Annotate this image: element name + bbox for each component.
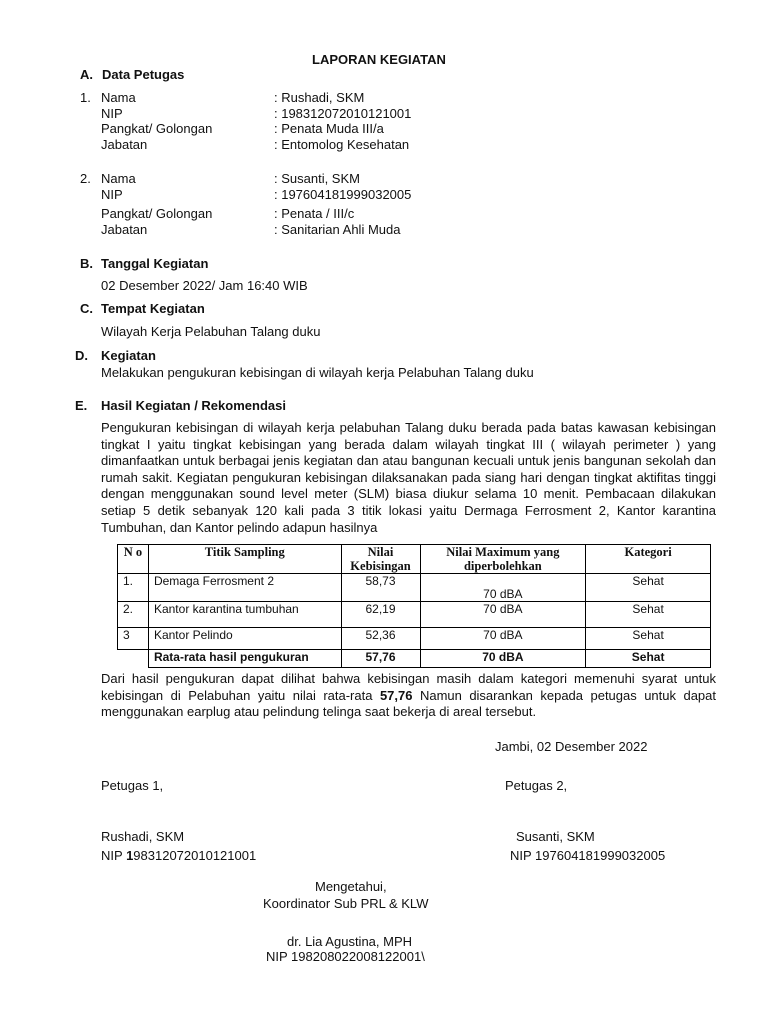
- section-a-letter: A.: [80, 67, 93, 82]
- activity-date: 02 Desember 2022/ Jam 16:40 WIB: [101, 278, 308, 293]
- officer-1-label: Petugas 1,: [101, 778, 164, 793]
- activity-location: Wilayah Kerja Pelabuhan Talang duku: [101, 324, 321, 339]
- cell-category: Sehat: [586, 602, 711, 628]
- cell-empty: [118, 650, 149, 668]
- section-b-letter: B.: [80, 256, 93, 271]
- person-2-position-value: : Sanitarian Ahli Muda: [274, 222, 401, 237]
- coordinator-nip: NIP 198208022008122001\: [266, 949, 425, 964]
- average-value: 57,76: [341, 650, 420, 668]
- officer-1-nip: [101, 848, 256, 864]
- section-d-letter: D.: [75, 348, 88, 363]
- person-1-name-label: Nama: [101, 90, 136, 105]
- cell-category: Sehat: [586, 574, 711, 602]
- cell-site: Demaga Ferrosment 2: [148, 574, 341, 602]
- person-1-nip-label: NIP: [101, 106, 123, 121]
- person-2-number: 2.: [80, 171, 91, 186]
- average-label: Rata-rata hasil pengukuran: [148, 650, 341, 668]
- noise-results-table: [117, 544, 711, 668]
- table-average-row: [118, 650, 711, 668]
- document-title: LAPORAN KEGIATAN: [312, 52, 446, 67]
- person-1-position-label: Jabatan: [101, 137, 148, 152]
- table-row: [118, 602, 711, 628]
- table-header-row: [118, 545, 711, 574]
- officer-1-nip-rest: 98312072010121001: [133, 848, 257, 863]
- average-max: 70 dBA: [420, 650, 586, 668]
- cell-max: 70 dBA: [420, 602, 586, 628]
- table-row: [118, 628, 711, 650]
- cell-site: Kantor Pelindo: [148, 628, 341, 650]
- acknowledgement: Mengetahui,: [315, 879, 387, 894]
- person-2-name-label: Nama: [101, 171, 136, 186]
- header-category: Kategori: [586, 545, 711, 574]
- person-1-nip-value: : 198312072010121001: [274, 106, 412, 121]
- conclusion-paragraph: [101, 671, 716, 721]
- person-2-rank-value: : Penata / III/c: [274, 206, 355, 221]
- header-no: N o: [118, 545, 149, 574]
- person-1-rank-value: : Penata Muda III/a: [274, 121, 384, 136]
- person-1-number: 1.: [80, 90, 91, 105]
- cell-value: 52,36: [341, 628, 420, 650]
- conclusion-text-start: Dari hasil pengukuran dapat dilihat bahwa kebisingan masih dalam kategori memenuhi syarat untuk kebisingan di Pelabuhan yaitu nilai rata-rata: [101, 671, 716, 703]
- officer-1-nip-prefix: NIP: [101, 848, 127, 863]
- person-2-rank-label: Pangkat/ Golongan: [101, 206, 213, 221]
- activity-description: Melakukan pengukuran kebisingan di wilayah kerja Pelabuhan Talang duku: [101, 365, 534, 380]
- conclusion-average-value: 57,76: [379, 687, 413, 703]
- officer-2-name: Susanti, SKM: [516, 829, 595, 844]
- officer-2-label: Petugas 2,: [505, 778, 568, 793]
- person-2-nip-label: NIP: [101, 187, 123, 202]
- header-site: Titik Sampling: [148, 545, 341, 574]
- cell-no: 2.: [118, 602, 149, 628]
- cell-no: 1.: [118, 574, 149, 602]
- conclusion-text-end: Namun disarankan kepada petugas untuk dapat menggunakan earplug atau pelindung telinga saat bekerja di areal tersebut.: [101, 687, 716, 720]
- section-a-heading: Data Petugas: [102, 67, 185, 82]
- section-e-heading: Hasil Kegiatan / Rekomendasi: [101, 398, 286, 413]
- officer-1-nip-first-digit: 1: [126, 848, 134, 863]
- cell-no: 3: [118, 628, 149, 650]
- section-d-heading: Kegiatan: [101, 348, 156, 363]
- cell-category: Sehat: [586, 628, 711, 650]
- cell-site: Kantor karantina tumbuhan: [148, 602, 341, 628]
- person-1-name-value: : Rushadi, SKM: [274, 90, 365, 105]
- section-e-letter: E.: [75, 398, 88, 413]
- section-b-heading: Tanggal Kegiatan: [101, 256, 209, 271]
- officer-1-name: Rushadi, SKM: [101, 829, 185, 844]
- cell-max: 70 dBA: [420, 628, 586, 650]
- person-2-name-value: : Susanti, SKM: [274, 171, 360, 186]
- table-row: [118, 574, 711, 602]
- person-1-position-value: : Entomolog Kesehatan: [274, 137, 410, 152]
- section-c-letter: C.: [80, 301, 93, 316]
- coordinator-title: Koordinator Sub PRL & KLW: [263, 896, 429, 911]
- person-1-rank-label: Pangkat/ Golongan: [101, 121, 213, 136]
- section-c-heading: Tempat Kegiatan: [101, 301, 205, 316]
- cell-value: 62,19: [341, 602, 420, 628]
- average-category: Sehat: [586, 650, 711, 668]
- header-max-allowed: Nilai Maximum yang diperbolehkan: [420, 545, 586, 574]
- header-noise-value: Nilai Kebisingan: [341, 545, 420, 574]
- person-2-position-label: Jabatan: [101, 222, 148, 237]
- coordinator-name: dr. Lia Agustina, MPH: [287, 934, 413, 949]
- officer-2-nip: NIP 197604181999032005: [510, 848, 666, 863]
- results-paragraph: Pengukuran kebisingan di wilayah kerja pelabuhan Talang duku berada pada batas kawasan kebisingan tingkat I yaitu tingkat kebisingan yang berada dalam wilayah tingkat III ( wilayah perimeter ) yang dimanfaatkan untuk berbagai jenis kegiatan dan atau bangunan kecuali untuk jenis bangunan sekolah dan rumah sakit. Kegiatan pengukuran kebisingan dilaksanakan pada siang hari dengan tingkat aktifitas tinggi dengan menggunakan sound level meter (SLM) biasa diukur selama 10 menit. Pembacaan dilakukan setiap 5 detik sebanyak 120 kali pada 3 titik lokasi yaitu Dermaga Ferrosment 2, Kantor karantina Tumbuhan, dan Kantor pelindo adapun hasilnya: [101, 420, 716, 535]
- place-date: Jambi, 02 Desember 2022: [495, 739, 648, 754]
- cell-max: 70 dBA: [420, 574, 586, 602]
- cell-value: 58,73: [341, 574, 420, 602]
- person-2-nip-value: : 197604181999032005: [274, 187, 412, 202]
